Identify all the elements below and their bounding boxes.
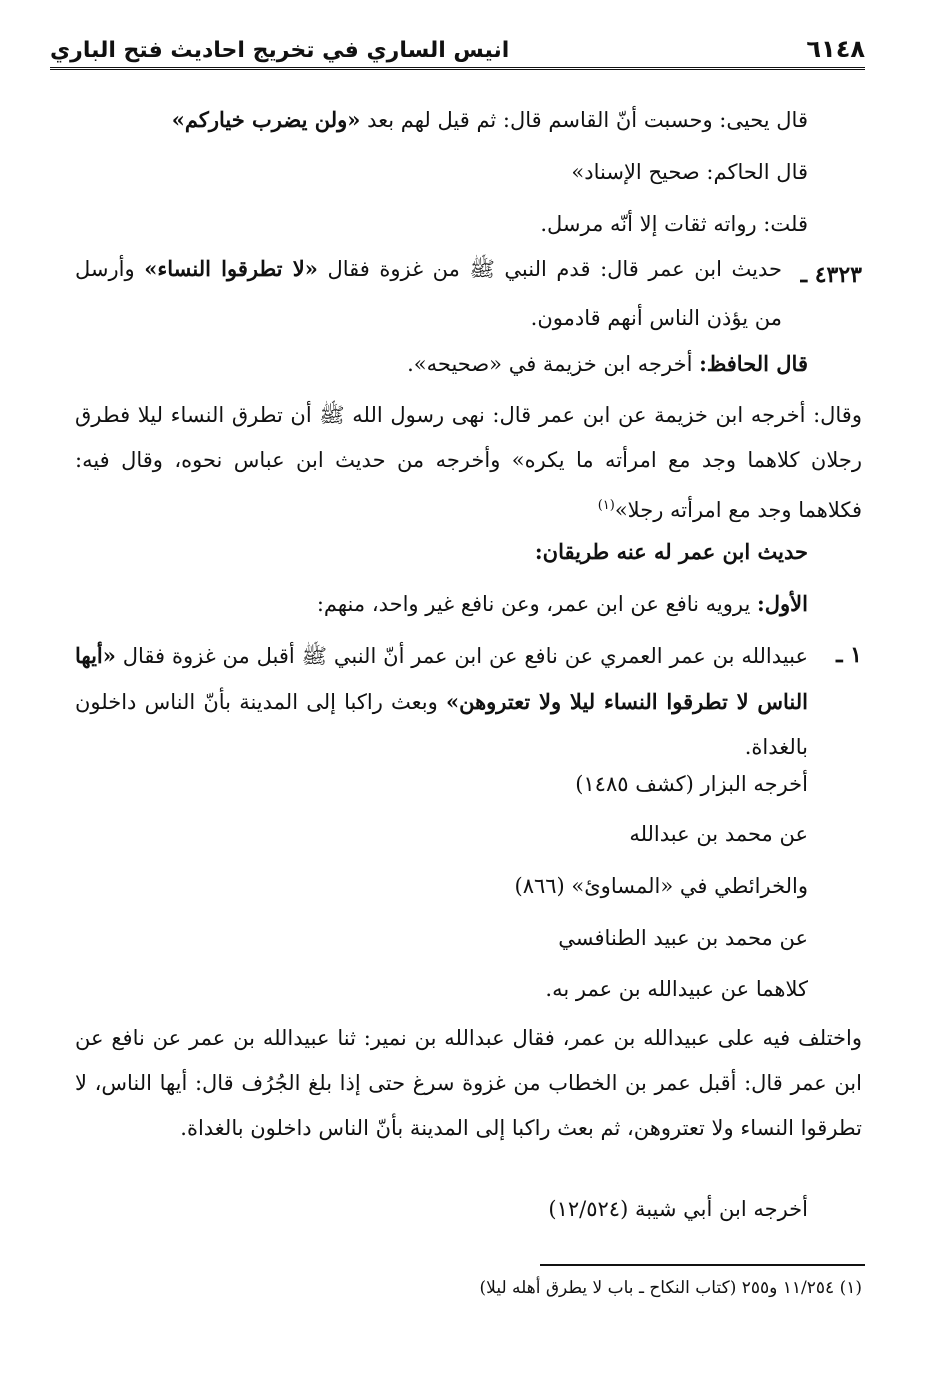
text-span: وأرسل [75, 257, 145, 281]
text-span: عبيدالله بن عمر العمري عن نافع عن ابن عمر أنّ النبي ﷺ أقبل من غزوة فقال [115, 644, 808, 668]
bold-quote: «لا تطرقوا النساء» [144, 256, 318, 281]
hadith-line [75, 255, 782, 283]
text-span: يرويه نافع عن ابن عمر، وعن نافع غير واحد، منهم: [316, 592, 758, 616]
source-line: والخرائطي في «المساوئ» (٨٦٦) [514, 874, 808, 898]
text-line: من يؤذن الناس أنهم قادمون. [530, 306, 782, 330]
bold-quote: «ولن يضرب خياركم» [171, 107, 361, 132]
text-span: قال يحيى: وحسبت أنّ القاسم قال: ثم قيل لهم بعد [360, 108, 808, 132]
source-line: عن محمد بن عبدالله [629, 822, 808, 846]
running-header [50, 30, 865, 70]
source-line: أخرجه البزار (كشف ١٤٨٥) [575, 772, 808, 796]
text-line [317, 590, 808, 618]
bold-label: قال الحافظ: [699, 351, 808, 376]
text-span: حديث ابن عمر قال: قدم النبي ﷺ من غزوة فقال [317, 257, 783, 281]
footnote: (١) ١١/٢٥٤ و٢٥٥ (كتاب النكاح ـ باب لا يطرق أهله ليلا) [479, 1278, 862, 1298]
text-span: أخرجه ابن خزيمة في «صحيحه». [407, 352, 700, 376]
hadith-number: ٤٣٢٣ ـ [800, 262, 862, 288]
page-number: ٦١٤٨ [806, 35, 865, 63]
section-heading: حديث ابن عمر له عنه طريقان: [534, 539, 808, 564]
list-item [75, 633, 808, 770]
paragraph [75, 393, 862, 533]
source-line: كلاهما عن عبيدالله بن عمر به. [545, 977, 808, 1001]
footnote-ref: (١) [597, 498, 615, 513]
book-title: انيس الساري في تخريج احاديث فتح الباري [50, 38, 510, 63]
text-line [407, 350, 808, 378]
bold-quote: «أيها الناس لا تطرقوا النساء ليلا ولا تعتروهن» [75, 643, 809, 714]
paragraph: واختلف فيه على عبيدالله بن عمر، فقال عبدالله بن نمير: ثنا عبيدالله بن عمر عن نافع عن ابن عمر قال: أقبل عمر بن الخطاب من غزوة سرغ حتى إذا بلغ الجُرُف قال: أيها الناس، لا تطرقوا النساء ولا تعتروهن، ثم بعث راكبا إلى المدينة بأنّ الناس داخلون بالغداة. [75, 1026, 862, 1140]
text-span: وقال: أخرجه ابن خزيمة عن ابن عمر قال: نهى رسول الله ﷺ أن تطرق النساء ليلا فطرق رجلان كلاهما وجد مع امرأته ما يكره» وأخرجه من حديث ابن عباس نحوه، وقال فيه: فكلاهما وجد مع امرأته رجلا» [75, 403, 862, 522]
item-number: ١ ـ [836, 642, 862, 668]
footnote-separator [540, 1264, 865, 1266]
bold-label: الأول: [757, 591, 808, 616]
text-span: وبعث راكبا إلى المدينة بأنّ الناس داخلون بالغداة. [75, 690, 808, 759]
text-line: قال الحاكم: صحيح الإسناد» [571, 160, 808, 184]
text-line: قلت: رواته ثقات إلا أنّه مرسل. [540, 212, 808, 236]
source-line: أخرجه ابن أبي شيبة (١٢/٥٢٤) [548, 1197, 808, 1221]
text-line [172, 106, 808, 134]
source-line: عن محمد بن عبيد الطنافسي [558, 926, 808, 950]
